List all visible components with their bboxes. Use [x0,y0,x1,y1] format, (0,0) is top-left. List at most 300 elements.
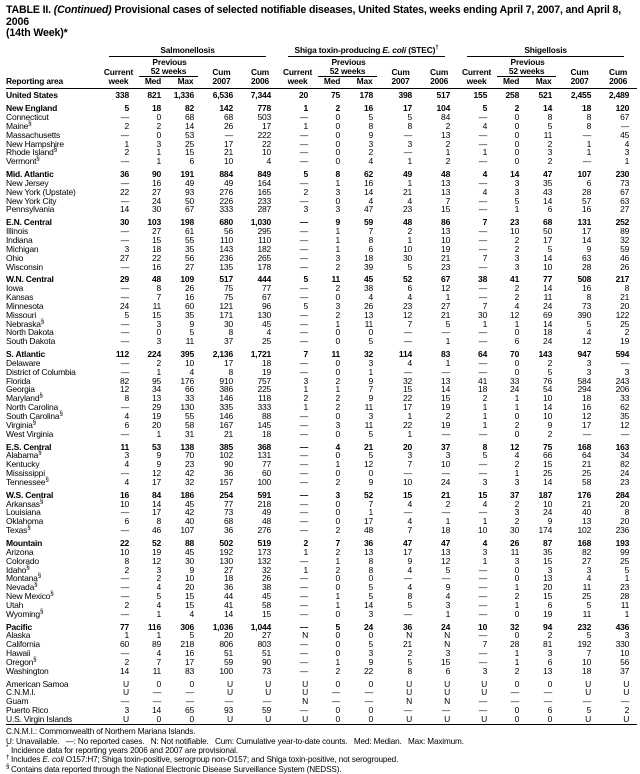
table-row [6,649,637,658]
nedss-marker: § [45,476,49,484]
value-cell: 13 [543,573,553,584]
value-cell: 1 [407,177,413,188]
value-cell: 2 [335,665,341,676]
value-cell: 15 [402,384,413,395]
value-cell: 265 [257,252,272,263]
value-cell: 295 [257,226,272,237]
value-cell: 1 [514,656,520,667]
value-cell: 4 [407,498,413,509]
value-cell: 4 [266,327,272,338]
footnote-star: * Incidence data for reporting years 2006 and 2007 are provisional. [6,744,238,755]
value-cell: 48 [363,525,374,536]
value-cell: 1 [482,402,488,413]
reporting-area-cell: Louisiana [6,507,41,518]
value-cell: 0 [514,366,520,377]
value-cell: 18 [478,384,488,395]
value-cell: 9 [189,564,194,575]
value-cell: 32 [402,375,413,386]
nedss-marker: § [39,607,44,615]
reporting-area-cell: Indiana [6,234,33,245]
value-cell: 14 [510,169,520,180]
value-cell: 11 [364,402,374,413]
value-cell: 63 [582,252,592,263]
value-cell: 3 [156,564,161,575]
nedss-marker: § [39,392,43,400]
nedss-marker: § [50,590,54,598]
value-cell: — [299,582,309,593]
value-cell: 1 [335,243,341,254]
value-cell: U [302,678,309,689]
value-cell: 68 [223,112,233,122]
med-header: Med [495,77,527,89]
value-cell: — [224,129,233,140]
value-cell: 10 [184,573,194,584]
value-cell: 36 [223,525,233,536]
value-cell: 9 [368,393,374,404]
value-cell: 2 [335,525,341,536]
value-cell: 398 [398,90,413,101]
value-cell: — [441,468,451,479]
value-cell: 131 [257,450,272,461]
value-cell: 7 [303,349,309,360]
value-cell: 2 [624,705,630,716]
value-cell: 88 [261,411,272,421]
value-cell: 14 [363,186,374,197]
table-title-week-line: (14th Week)* [6,27,68,39]
value-cell: 7 [586,648,592,659]
value-cell: 0 [335,507,341,518]
value-cell: 9 [156,459,161,470]
value-cell: — [299,234,309,245]
value-cell: 70 [510,349,520,360]
value-cell: 0 [368,468,374,479]
value-cell: — [510,687,520,698]
value-cell: 9 [335,217,341,228]
value-cell: — [120,129,129,140]
value-cell: U [444,714,451,724]
value-cell: 15 [184,591,194,602]
value-cell: 8 [407,665,413,676]
value-cell: 5 [335,621,341,632]
value-cell: 143 [219,243,233,254]
value-cell: 30 [151,204,161,215]
reporting-area-cell: Idaho§ [6,563,30,575]
nedss-marker: § [39,497,44,505]
value-cell: U [481,714,488,724]
value-cell: 0 [514,714,520,724]
value-cell: 2,455 [570,90,592,101]
value-cell: — [478,582,488,593]
value-cell: 88 [184,537,194,548]
value-cell: 107 [180,525,194,536]
value-cell: 8 [124,393,129,404]
value-cell: 68 [543,217,553,228]
reporting-area-cell: Iowa [6,283,24,294]
value-cell: 73 [261,665,272,676]
value-cell: — [299,309,309,320]
value-cell: 258 [505,90,520,101]
value-cell: 2 [547,630,553,641]
value-cell: 155 [473,90,488,101]
value-cell: 58 [261,599,272,610]
value-cell: 130 [219,555,233,566]
value-cell: 14 [543,318,553,329]
value-cell: 1 [156,147,161,158]
value-cell: 26 [510,537,520,548]
header-spacer [100,58,137,67]
value-cell: 66 [543,450,553,461]
value-cell: 83 [441,349,451,360]
reporting-area-cell: Pennsylvania [6,204,55,215]
value-cell: 24 [441,621,451,632]
table-row [6,421,637,430]
value-cell: — [299,507,309,518]
value-cell: 110 [258,234,272,245]
value-cell: 192 [219,546,233,557]
value-cell: — [478,243,488,254]
value-cell: 22 [363,665,374,676]
value-cell: 4 [482,537,488,548]
value-cell: 8 [407,120,413,131]
value-cell: 2 [514,292,520,303]
header-spacer [6,58,100,67]
value-cell: 222 [257,129,272,140]
table-number: TABLE II. [6,4,54,16]
reporting-area-cell: Wisconsin [6,261,43,272]
value-cell: 24 [441,476,451,487]
cum-label: Cum [570,66,589,77]
value-cell: 33 [620,393,630,404]
value-cell: 28 [510,639,520,650]
cum-label: Cum [609,66,628,77]
value-cell: 225 [257,384,272,395]
value-cell: — [299,489,309,500]
reporting-area-cell: Wyoming§ [6,607,44,619]
value-cell: 0 [335,366,341,377]
previous-label: Previous [510,56,545,67]
value-cell: — [299,498,309,509]
value-cell: 4 [586,327,592,338]
value-cell: 116 [147,621,161,632]
value-cell: — [120,283,129,294]
value-cell: 95 [151,375,161,386]
value-cell: 4 [624,138,630,149]
value-cell: 13 [363,309,374,320]
reporting-area-cell: Missouri [6,309,37,320]
value-cell: 5 [368,336,374,347]
reporting-area-cell: South Dakota [6,336,56,347]
value-cell: — [299,243,309,254]
value-cell: 18 [582,393,592,404]
value-cell: 0 [514,327,520,338]
value-cell: U [481,687,488,698]
nedss-marker: § [37,572,41,580]
value-cell: 75 [223,292,233,303]
reporting-area-cell: Colorado [6,555,39,566]
value-cell: 3 [156,336,161,347]
value-cell: 24 [363,621,374,632]
cum-label: Cum [212,66,231,77]
reporting-area-cell: Ohio [6,252,24,263]
value-cell: 1 [482,147,488,158]
value-cell: 8 [156,516,161,527]
value-cell: 62 [620,402,630,413]
value-cell: 1 [335,656,341,667]
value-cell: 10 [119,498,129,509]
shigellosis-label: Shigellosis [524,44,567,55]
reporting-area-cell: Mid. Atlantic [6,169,54,180]
value-cell: U [227,687,233,698]
value-cell: 58 [184,419,194,430]
value-cell: 6 [189,156,194,167]
value-cell: 145 [257,419,272,430]
value-cell: 0 [335,648,341,659]
table-row [6,715,637,724]
value-cell: 23 [402,300,413,311]
value-cell: 41 [510,274,520,285]
table-continued-label: (Continued) [53,4,115,16]
value-cell: 4 [482,498,488,509]
value-cell: 36 [363,537,374,548]
value-cell: 0 [514,129,520,140]
table-row [6,640,637,649]
value-cell: 77 [223,498,233,509]
value-cell: 94 [543,621,553,632]
value-cell: 20 [620,498,630,509]
value-cell: 37 [441,441,451,452]
value-cell: 0 [335,630,341,641]
value-cell: 6 [445,665,451,676]
value-cell: 4 [482,120,488,131]
value-cell: 26 [261,573,272,584]
header-spacer [599,58,637,67]
week-header: week [100,77,137,89]
value-cell: 32 [184,476,194,487]
value-cell: — [299,226,309,237]
value-cell: — [441,573,451,584]
value-cell: U [481,678,488,689]
group-header-row [6,46,637,58]
value-cell: 60 [119,639,129,650]
value-cell: 14 [543,195,553,206]
value-cell: — [299,656,309,667]
value-cell: 82 [184,103,194,114]
value-cell: 2 [514,419,520,430]
value-cell: 0 [156,714,161,724]
value-cell: 10 [402,243,413,254]
value-cell: — [582,696,592,707]
table-row [6,592,637,601]
cum-2007-header: 2007 [560,77,599,89]
value-cell: 0 [335,468,341,479]
value-cell: 36 [402,621,413,632]
value-cell: 48 [261,516,272,527]
value-cell: 9 [189,318,194,329]
value-cell: 519 [257,537,272,548]
value-cell: 33 [510,375,520,386]
value-cell: 22 [119,537,129,548]
value-cell: 44 [223,591,233,602]
value-cell: — [403,147,413,158]
value-cell: 60 [184,300,194,311]
value-cell: 13 [363,546,374,557]
value-cell: 7 [445,195,451,206]
value-cell: 1 [407,411,413,421]
value-cell: 32 [261,564,272,575]
value-cell: 8 [624,283,630,294]
value-cell: 232 [577,621,592,632]
value-cell: 4 [266,156,272,167]
value-cell: 9 [156,450,161,461]
value-cell: — [152,687,161,698]
value-cell: 821 [147,90,161,101]
value-cell: 39 [363,261,374,272]
value-cell: 1 [335,591,341,602]
value-cell: 10 [478,621,488,632]
value-cell: 40 [582,507,592,518]
value-cell: 90 [261,656,272,667]
value-cell: — [120,428,129,439]
value-cell: 14 [151,498,161,509]
value-cell: 23 [184,459,194,470]
value-cell: — [478,468,488,479]
value-cell: 138 [180,441,194,452]
value-cell: 3 [514,476,520,487]
value-cell: 112 [115,349,129,360]
value-cell: 103 [147,217,161,228]
value-cell: 52 [363,489,374,500]
value-cell: 13 [441,129,451,140]
value-cell: 64 [478,349,488,360]
value-cell: — [478,283,488,294]
value-cell: 8 [368,564,374,575]
value-cell: 0 [335,678,341,689]
value-cell: 2 [303,393,309,404]
value-cell: 1 [482,411,488,421]
value-cell: N [302,630,309,641]
value-cell: 4 [407,195,413,206]
reporting-area-cell: Arizona [6,546,34,557]
table-row [6,508,637,517]
value-cell: 8 [586,112,592,122]
value-cell: 60 [261,468,272,479]
value-cell: 849 [257,169,272,180]
value-cell: 25 [620,318,630,329]
value-cell: 2 [335,402,341,413]
reporting-area-cell: Delaware [6,357,41,368]
value-cell: 7 [407,459,413,470]
reporting-area-cell: Texas§ [6,524,31,536]
value-cell: 18 [363,252,374,263]
value-cell: 0 [335,714,341,724]
reporting-area-cell: E.S. Central [6,441,52,452]
value-cell: 7 [482,300,488,311]
value-cell: 77 [261,459,272,470]
value-cell: 15 [151,234,161,245]
table-row [6,205,637,214]
value-cell: 15 [441,656,451,667]
group-header-stec [279,43,458,58]
weeks52-label: 52 weeks [318,67,377,77]
value-cell: 178 [359,90,374,101]
value-cell: 3 [124,705,129,716]
value-cell: 5 [586,318,592,329]
value-cell: 218 [257,498,272,509]
table-row [6,688,637,697]
value-cell: 35 [620,411,630,421]
value-cell: 2 [156,357,161,368]
value-cell: 1 [156,156,161,167]
value-cell: 87 [543,537,553,548]
cum-label: Cum [250,66,270,77]
value-cell: 3 [156,318,161,329]
value-cell: 12 [402,309,413,320]
value-cell: 8 [586,292,592,303]
value-cell: 198 [180,217,194,228]
nedss-marker: § [36,155,40,163]
value-cell: 778 [257,103,272,114]
stec-dagger-marker: † [435,43,439,51]
value-cell: 9 [445,582,451,593]
value-cell: — [478,599,488,610]
value-cell: — [299,599,309,610]
value-cell: 1 [445,516,451,527]
value-cell: 107 [577,169,592,180]
value-cell: 23 [441,261,451,272]
value-cell: 41 [478,375,488,386]
value-cell: — [478,705,488,716]
value-cell: 5 [368,450,374,461]
value-cell: 0 [514,705,520,716]
value-cell: 4 [368,156,374,167]
value-cell: 12 [119,384,129,395]
value-cell: 37 [223,336,233,347]
group-header-spacer [6,46,100,58]
value-cell: 18 [223,573,233,584]
reporting-area-cell: Tennessee§ [6,476,49,487]
value-cell: 8 [624,507,630,518]
reporting-area-cell: W.S. Central [6,489,54,500]
value-cell: 2 [514,234,520,245]
value-cell: 30 [223,318,233,329]
value-cell: 14 [543,476,553,487]
reporting-area-cell: Maryland§ [6,392,43,404]
nedss-marker: § [53,146,58,154]
reporting-area-cell: Mountain [6,537,43,548]
value-cell: 8 [482,441,488,452]
value-cell: 338 [115,90,129,101]
value-cell: 7 [335,537,341,548]
value-cell: 1 [303,103,309,114]
value-cell: U [227,714,233,724]
value-cell: 14 [184,120,194,131]
value-cell: 18 [151,243,161,254]
reporting-area-cell: Pacific [6,621,33,632]
value-cell: — [120,234,129,245]
value-cell: 1 [303,564,309,575]
value-cell: — [478,204,488,215]
value-cell: 7 [368,226,374,237]
value-cell: 584 [577,375,592,386]
value-cell: 17 [261,120,272,131]
value-cell: 0 [547,714,553,724]
value-cell: 2 [335,103,341,114]
value-cell: 30 [184,555,194,566]
value-cell: 12 [363,459,374,470]
value-cell: 0 [514,630,520,641]
reporting-area-cell: Alabama§ [6,449,42,461]
reporting-area-cell: California [6,639,40,650]
